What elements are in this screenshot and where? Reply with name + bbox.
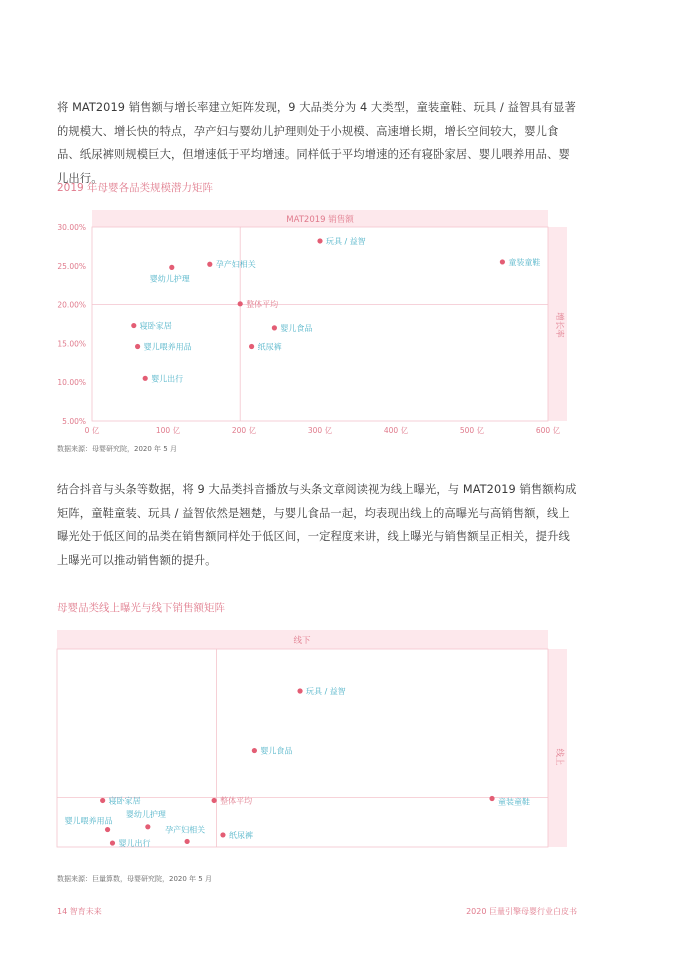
chart1-point-marker xyxy=(317,238,322,243)
chart2-point-label: 婴儿出行 xyxy=(118,839,151,849)
chart2-point-label: 童装童鞋 xyxy=(498,797,531,807)
chart1-x-tick: 500 亿 xyxy=(459,426,485,435)
chart1-point-label: 婴儿出行 xyxy=(151,374,184,384)
chart1-point-marker xyxy=(272,325,277,330)
chart1-point-label: 童装童鞋 xyxy=(508,257,541,267)
chart1-point-label: 纸尿裤 xyxy=(257,342,282,352)
chart1-point-marker xyxy=(169,265,174,270)
chart2-point-label: 整体平均 xyxy=(220,796,253,806)
chart1-point-label: 玩具 / 益智 xyxy=(326,236,366,246)
footer-section: 智育未来 xyxy=(69,907,102,916)
chart2-point-marker xyxy=(489,796,494,801)
chart2-point-marker xyxy=(105,827,110,832)
chart1-title: 2019 年母婴各品类规模潜力矩阵 xyxy=(57,182,214,194)
chart1-point-label: 整体平均 xyxy=(246,299,279,309)
chart1-x-tick: 200 亿 xyxy=(231,426,257,435)
chart1-x-tick: 0 亿 xyxy=(84,426,100,435)
chart2-point-marker xyxy=(212,798,217,803)
chart1-point-marker xyxy=(207,262,212,267)
chart1-y-tick: 5.00% xyxy=(62,417,86,426)
chart1-point-label: 婴幼儿护理 xyxy=(149,274,190,284)
growth-matrix-chart xyxy=(0,205,680,435)
chart1-x-tick: 300 亿 xyxy=(307,426,333,435)
chart1-source: 数据来源：母婴研究院，2020 年 5 月 xyxy=(57,445,177,453)
chart2-point-label: 婴幼儿护理 xyxy=(125,809,166,819)
chart1-x-tick: 100 亿 xyxy=(155,426,181,435)
chart1-x-tick: 600 亿 xyxy=(535,426,561,435)
chart1-point-label: 婴儿喂养用品 xyxy=(143,342,192,352)
exposure-paragraph: 结合抖音与头条等数据，将 9 大品类抖音播放与头条文章阅读视为线上曝光，与 MAT2019 销售额构成矩阵，童鞋童装、玩具 / 益智依然是翘楚，与婴儿食品一起，均表现出线上的高曝光与高销售额，线上曝光处于低区间的品类在销售额同样处于低区间，一定程度来讲，线上曝光与销售额呈正相关，提升线上曝光可以推动销售额的提升。 xyxy=(57,483,577,567)
chart2-point-label: 婴儿喂养用品 xyxy=(64,816,113,826)
chart2-side-label: 线上 xyxy=(554,748,564,766)
footer-left xyxy=(57,906,102,917)
chart1-y-tick: 25.00% xyxy=(57,261,86,271)
chart1-point-marker xyxy=(238,301,243,306)
chart2-point-label: 孕产妇相关 xyxy=(165,825,206,835)
chart2-title: 母婴品类线上曝光与线下销售额矩阵 xyxy=(57,602,225,614)
chart1-x-tick: 400 亿 xyxy=(383,426,409,435)
chart2-point-marker xyxy=(110,840,115,845)
chart2-point-marker xyxy=(297,688,302,693)
chart2-point-marker xyxy=(185,839,190,844)
chart1-point-marker xyxy=(143,376,148,381)
chart2-point-marker xyxy=(220,832,225,837)
chart1-y-tick: 15.00% xyxy=(57,339,86,349)
chart1-y-tick: 20.00% xyxy=(57,300,86,310)
chart1-point-marker xyxy=(500,259,505,264)
chart1-point-label: 婴儿食品 xyxy=(280,323,313,333)
chart2-point-marker xyxy=(252,748,257,753)
chart1-point-marker xyxy=(249,344,254,349)
chart1-y-tick: 30.00% xyxy=(57,223,86,232)
chart1-point-marker xyxy=(135,344,140,349)
chart2-point-label: 婴儿食品 xyxy=(260,746,293,756)
chart2-point-label: 寝卧家居 xyxy=(108,796,141,806)
exposure-matrix-chart xyxy=(0,625,680,855)
chart2-point-label: 玩具 / 益智 xyxy=(306,686,346,696)
chart1-side-label: 增长率 xyxy=(554,312,564,338)
chart1-point-label: 孕产妇相关 xyxy=(215,260,256,270)
chart2-source: 数据来源：巨量算数，母婴研究院，2020 年 5 月 xyxy=(57,875,212,883)
page-number: 14 xyxy=(57,907,68,916)
chart1-point-label: 寝卧家居 xyxy=(139,321,172,331)
chart1-y-tick: 10.00% xyxy=(57,378,86,388)
chart2-point-label: 纸尿裤 xyxy=(228,830,253,840)
footer-publication: 2020 巨量引擎母婴行业白皮书 xyxy=(466,907,577,916)
chart1-point-marker xyxy=(131,323,136,328)
chart1-top-label: MAT2019 销售额 xyxy=(286,215,354,225)
intro-paragraph: 将 MAT2019 销售额与增长率建立矩阵发现，9 大品类分为 4 大类型，童装童鞋、玩具 / 益智具有显著的规模大、增长快的特点，孕产妇与婴幼儿护理则处于小规模、高速增长期，增长空间较大，婴儿食品、纸尿裤则规模巨大，但增速低于平均增速。同样低于平均增速的还有寝卧家居、婴儿喂养用品、婴儿出行。 xyxy=(57,101,576,185)
chart2-top-label: 线下 xyxy=(293,636,311,646)
chart2-point-marker xyxy=(100,798,105,803)
chart2-point-marker xyxy=(145,824,150,829)
